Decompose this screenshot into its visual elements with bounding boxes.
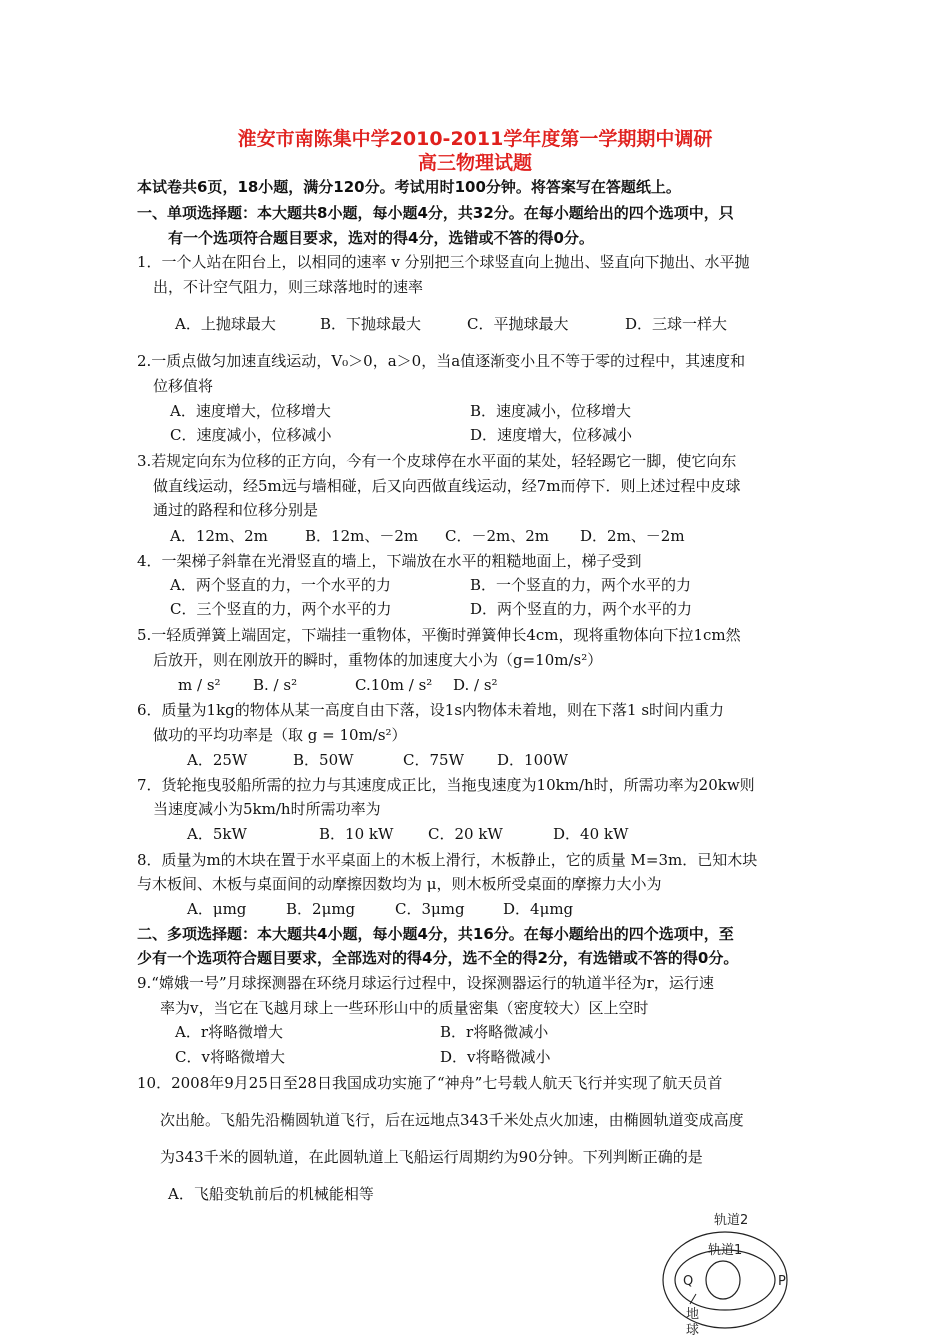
q7-option-d: D．40 kW [553, 825, 629, 843]
q9-option-a: A．r将略微增大 [175, 1023, 284, 1041]
question-1-cont: 出，不计空气阻力，则三球落地时的速率 [153, 278, 424, 296]
exam-subtitle: 高三物理试题 [417, 152, 532, 174]
q2-option-a: A．速度增大，位移增大 [170, 402, 331, 420]
q8-option-b: B．2μmg [286, 900, 356, 918]
earth-label-1: 地 [686, 1307, 700, 1322]
question-10: 10．2008年9月25日至28日我国成功实施了“神舟”七号载人航天飞行并实现了航天员首 [137, 1074, 723, 1092]
question-3-cont: 做直线运动，经5m远与墙相碰，后又向西做直线运动，经7m而停下．则上述过程中皮球 [153, 477, 741, 495]
question-7: 7．货轮拖曳驳船所需的拉力与其速度成正比，当拖曳速度为10km/h时，所需功率为20kw则 [137, 776, 755, 794]
q2-option-c: C．速度减小，位移减小 [170, 426, 332, 444]
q3-option-a: A．12m、2m [170, 527, 268, 545]
question-6-cont: 做功的平均功率是（取 g = 10m/s²） [153, 726, 407, 744]
question-9-cont: 率为v，当它在飞越月球上一些环形山中的质量密集（密度较大）区上空时 [160, 999, 649, 1017]
orbit-2-label: 轨道2 [714, 1213, 749, 1228]
q9-option-c: C．v将略微增大 [175, 1048, 285, 1066]
q3-option-c: C．－2m、2m [445, 527, 550, 545]
section1-heading: 一、单项选择题：本大题共8小题，每小题4分，共32分。在每小题给出的四个选项中，只 [137, 204, 734, 222]
q6-option-b: B．50W [293, 751, 354, 769]
q5-option-a: m / s² [178, 676, 221, 694]
question-5-cont: 后放开，则在刚放开的瞬时，重物体的加速度大小为（g=10m/s²） [153, 651, 603, 669]
q9-option-b: B．r将略微减小 [440, 1023, 549, 1041]
section1-heading-cont: 有一个选项符合题目要求，选对的得4分，选错或不答的得0分。 [168, 229, 594, 247]
question-10-cont2: 为343千米的圆轨道，在此圆轨道上飞船运行周期约为90分钟。下列判断正确的是 [160, 1148, 703, 1166]
question-9: 9.“嫦娥一号”月球探测器在环绕月球运行过程中，设探测器运行的轨道半径为r，运行速 [137, 974, 714, 992]
question-2-cont: 位移值将 [153, 377, 214, 395]
question-3-cont2: 通过的路程和位移分别是 [153, 501, 319, 519]
section2-heading: 二、多项选择题：本大题共4小题，每小题4分，共16分。在每小题给出的四个选项中，至 [137, 925, 734, 943]
question-4: 4．一架梯子斜靠在光滑竖直的墙上，下端放在水平的粗糙地面上，梯子受到 [137, 552, 642, 570]
q2-option-b: B．速度减小，位移增大 [470, 402, 632, 420]
q4-option-d: D．两个竖直的力，两个水平的力 [470, 600, 693, 618]
q3-option-d: D．2m、－2m [580, 527, 685, 545]
q4-option-a: A．两个竖直的力，一个水平的力 [170, 576, 391, 594]
earth-circle [706, 1261, 740, 1299]
q7-option-c: C．20 kW [428, 825, 503, 843]
q5-option-d: D. / s² [453, 676, 498, 694]
q1-option-c: C．平抛球最大 [467, 315, 569, 333]
q3-option-b: B．12m、－2m [305, 527, 419, 545]
q6-option-d: D．100W [497, 751, 569, 769]
orbit-diagram [660, 1206, 800, 1342]
question-8: 8．质量为m的木块在置于水平桌面上的木板上滑行，木板静止，它的质量 M=3m．已知木块 [137, 851, 758, 869]
question-5: 5.一轻质弹簧上端固定，下端挂一重物体，平衡时弹簧伸长4cm，现将重物体向下拉1cm然 [137, 626, 741, 644]
q7-option-b: B．10 kW [319, 825, 394, 843]
question-7-cont: 当速度减小为5km/h时所需功率为 [153, 800, 381, 818]
question-8-cont: 与木板间、木板与桌面间的动摩擦因数均为 μ，则木板所受桌面的摩擦力大小为 [137, 875, 662, 893]
q8-option-a: A．μmg [187, 900, 247, 918]
point-p-label: P [778, 1274, 786, 1289]
question-6: 6．质量为1kg的物体从某一高度自由下落，设1s内物体未着地，则在下落1 s时间内重力 [137, 701, 725, 719]
q8-option-d: D．4μmg [503, 900, 574, 918]
earth-label-2: 球 [686, 1323, 700, 1338]
question-1: 1．一个人站在阳台上，以相同的速率 v 分别把三个球竖直向上抛出、竖直向下抛出、水平抛 [137, 253, 750, 271]
q9-option-d: D．v将略微减小 [440, 1048, 551, 1066]
orbit-1-label: 轨道1 [708, 1243, 743, 1258]
point-q-label: Q [683, 1274, 694, 1289]
q5-option-c: C.10m / s² [355, 676, 433, 694]
q1-option-a: A．上抛球最大 [175, 315, 276, 333]
exam-title: 淮安市南陈集中学2010-2011学年度第一学期期中调研 [237, 128, 713, 150]
q1-option-b: B．下抛球最大 [320, 315, 422, 333]
q8-option-c: C．3μmg [395, 900, 465, 918]
q5-option-b: B. / s² [253, 676, 298, 694]
q1-option-d: D．三球一样大 [625, 315, 728, 333]
question-2: 2.一质点做匀加速直线运动，V₀＞0，a＞0，当a值逐渐变小且不等于零的过程中，其速度和 [137, 352, 746, 370]
q7-option-a: A．5kW [187, 825, 247, 843]
section2-heading-cont: 少有一个选项符合题目要求，全部选对的得4分，选不全的得2分，有选错或不答的得0分。 [137, 949, 739, 967]
q10-option-a: A．飞船变轨前后的机械能相等 [168, 1185, 374, 1203]
question-10-cont: 次出舱。飞船先沿椭圆轨道飞行，后在远地点343千米处点火加速，由椭圆轨道变成高度 [160, 1111, 744, 1129]
q4-option-c: C．三个竖直的力，两个水平的力 [170, 600, 392, 618]
q6-option-c: C．75W [403, 751, 464, 769]
q6-option-a: A．25W [187, 751, 248, 769]
q4-option-b: B．一个竖直的力，两个水平的力 [470, 576, 692, 594]
exam-intro: 本试卷共6页，18小题，满分120分。考试用时100分钟。将答案写在答题纸上。 [137, 178, 681, 196]
question-3: 3.若规定向东为位移的正方向，今有一个皮球停在水平面的某处，轻轻踢它一脚，使它向东 [137, 452, 737, 470]
q2-option-d: D．速度增大，位移减小 [470, 426, 633, 444]
